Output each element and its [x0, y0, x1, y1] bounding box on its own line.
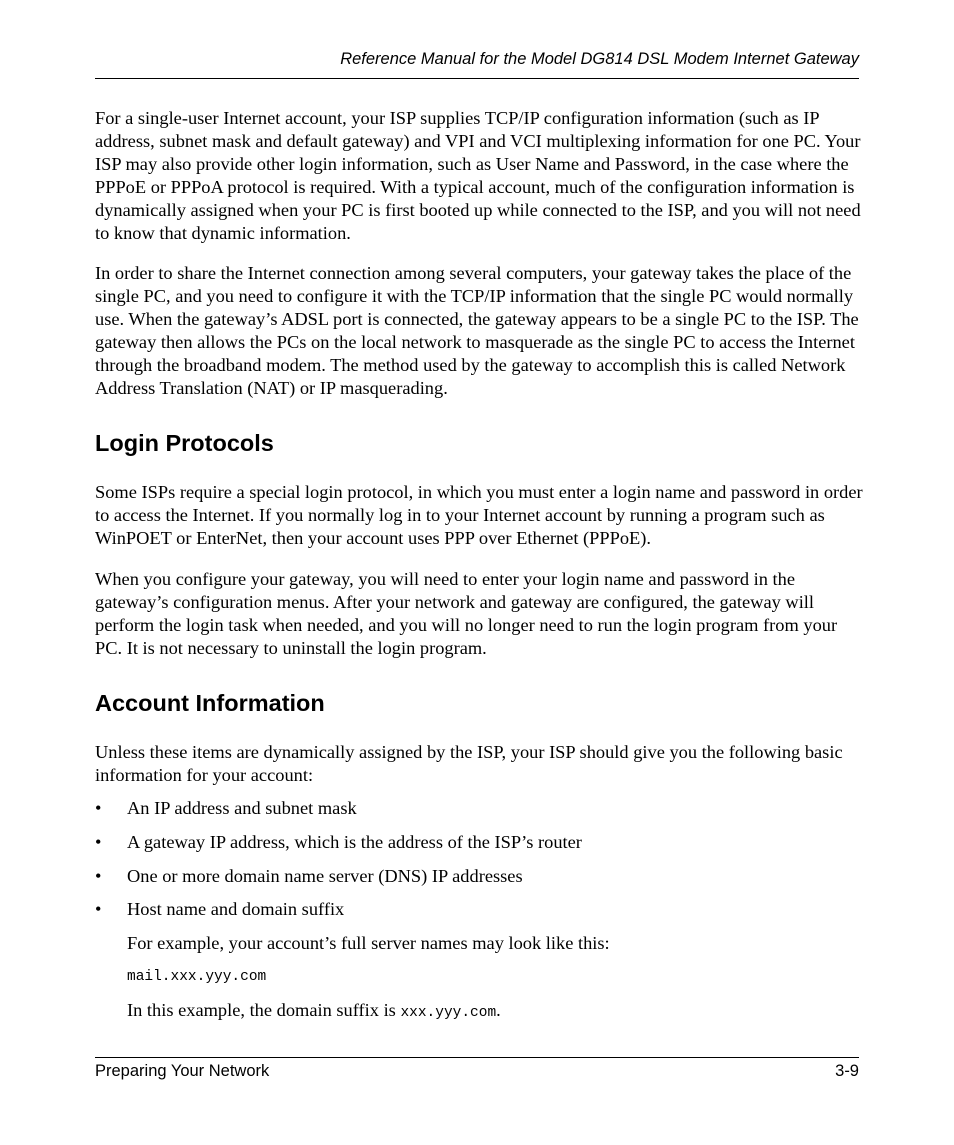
footer-rule: [95, 1057, 859, 1058]
bullet-marker: •: [95, 798, 102, 818]
list-item-text: A gateway IP address, which is the address of the ISP’s router: [127, 832, 582, 852]
bullet-marker: •: [95, 832, 102, 852]
heading-account-information: Account Information: [95, 690, 325, 716]
footer-section-title: Preparing Your Network: [95, 1062, 270, 1080]
bullet-marker: •: [95, 899, 102, 919]
paragraph-single-user-account: For a single-user Internet account, your ISP supplies TCP/IP configuration information (such as IP address, subnet mask and default gateway) and VPI and VCI multiplexing information for one PC. Your ISP may also provide other login information, such as User Name and Password, in the case where the PPPoE or PPPoA protocol is required. With a typical account, much of the configuration information is dynamically assigned when your PC is first booted up while connected to the ISP, and you will not need to know that dynamic information.: [95, 108, 861, 243]
running-header: Reference Manual for the Model DG814 DSL Modem Internet Gateway: [340, 50, 859, 68]
example-server-name: mail.xxx.yyy.com: [127, 969, 267, 985]
list-item-text: One or more domain name server (DNS) IP addresses: [127, 866, 523, 886]
paragraph-login-protocol: Some ISPs require a special login protocol, in which you must enter a login name and password in order to access the Internet. If you normally log in to your Internet account by running a program such as WinPOET or EnterNet, then your account uses PPP over Ethernet (PPPoE).: [95, 482, 863, 548]
bullet-marker: •: [95, 866, 102, 886]
domain-suffix-prefix: In this example, the domain suffix is: [127, 1000, 401, 1020]
domain-suffix-code: xxx.yyy.com: [400, 1005, 497, 1021]
domain-suffix-sentence: [127, 999, 865, 1025]
header-rule: [95, 78, 859, 79]
list-item-text: An IP address and subnet mask: [127, 798, 357, 818]
list-item-text: Host name and domain suffix: [127, 899, 345, 919]
heading-login-protocols: Login Protocols: [95, 430, 274, 456]
domain-suffix-end: .: [496, 1000, 501, 1020]
paragraph-sharing-connection: In order to share the Internet connection among several computers, your gateway takes the place of the single PC, and you need to configure it with the TCP/IP information that the single PC would normally use. When the gateway’s ADSL port is connected, the gateway appears to be a single PC to the ISP. The gateway then allows the PCs on the local network to masquerade as the single PC to access the Internet through the broadband modem. The method used by the gateway to accomplish this is called Network Address Translation (NAT) or IP masquerading.: [95, 263, 859, 398]
paragraph-account-intro: Unless these items are dynamically assigned by the ISP, your ISP should give you the following basic information for your account:: [95, 742, 843, 785]
page-number: 3-9: [835, 1062, 859, 1080]
example-intro: For example, your account’s full server names may look like this:: [127, 933, 610, 953]
paragraph-configure-login: When you configure your gateway, you will need to enter your login name and password in the gateway’s configuration menus. After your network and gateway are configured, the gateway will perform the login task when needed, and you will no longer need to run the login program from your PC. It is not necessary to uninstall the login program.: [95, 569, 838, 658]
